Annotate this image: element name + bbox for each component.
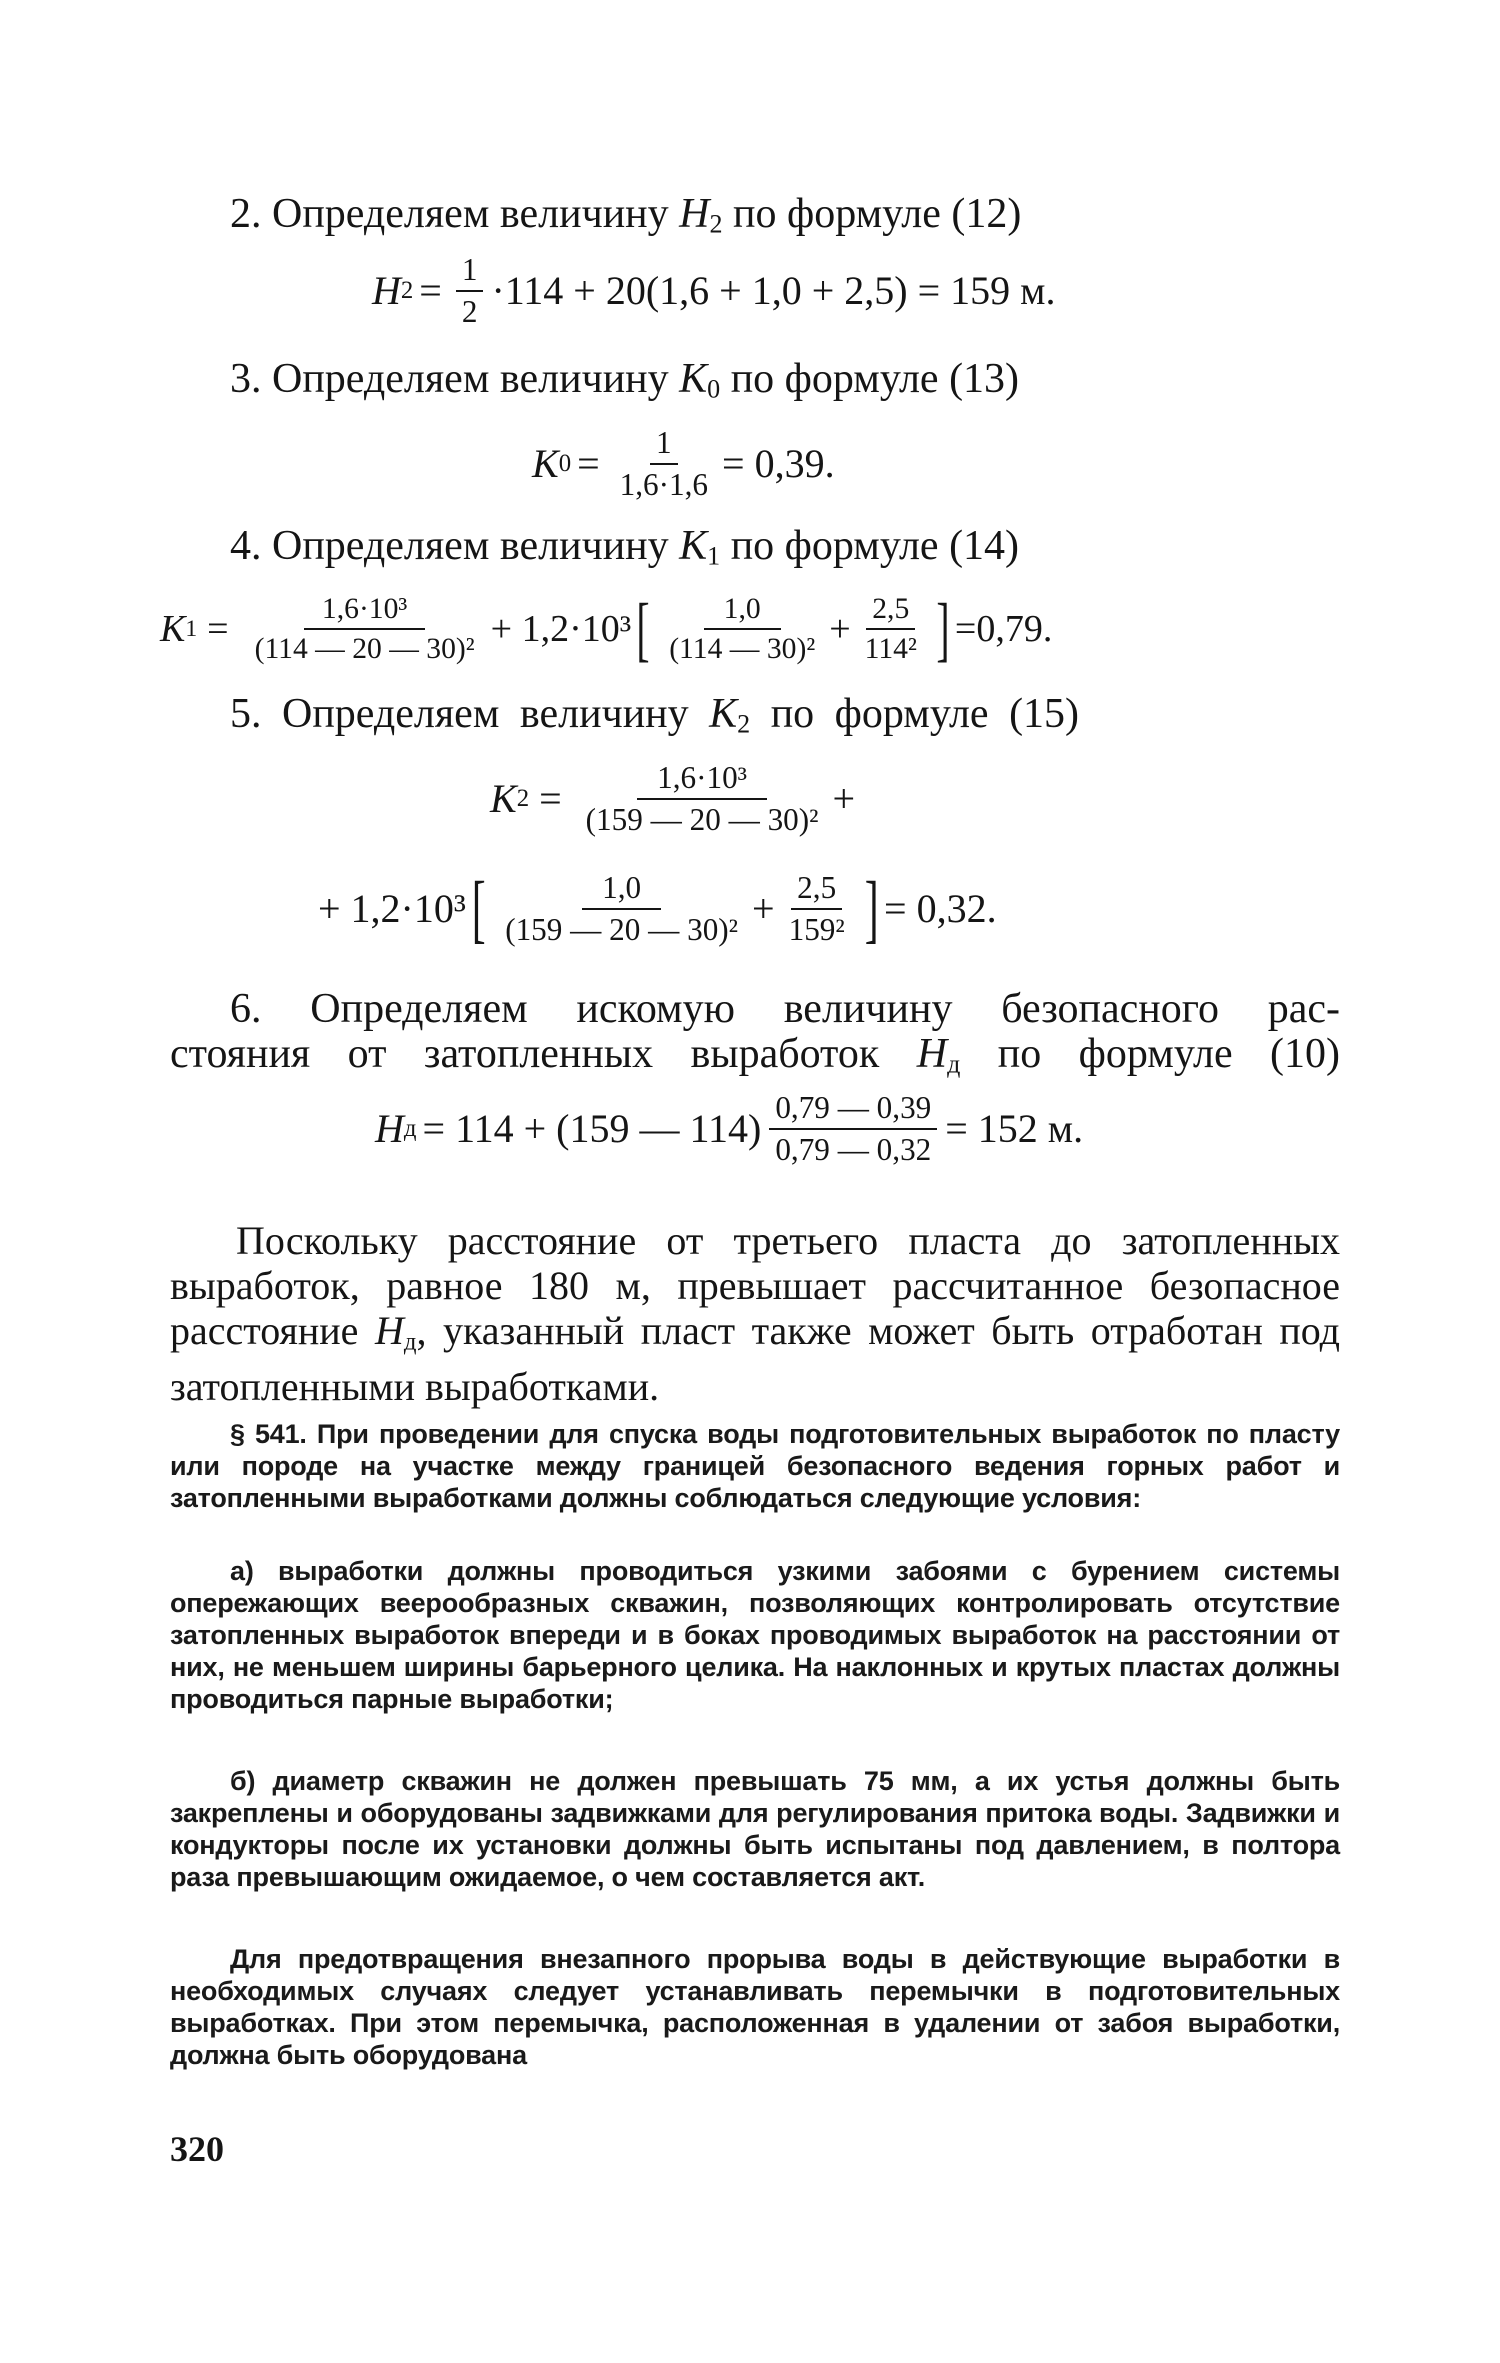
step-3-heading [230,355,1019,405]
numerator: 1 [650,425,678,465]
last-paragraph-text: Для предотвращения внезапного прорыва воды в действующие выработки в необходимых случаях следует устанавливать перемычки в подготовительных выработках. При этом перемычка, расположенная в удалении от забоя выработки, должна быть оборудована [170,1944,1340,2070]
denominator: (159 — 20 — 30)² [505,911,739,947]
formula-k0-lhs: K [532,441,559,487]
numerator: 2,5 [866,592,915,630]
conclusion-var: H [374,1308,404,1353]
step-2-tail: по формуле (12) [733,191,1022,237]
item-b-paragraph [170,1765,1340,1893]
page-number: 320 [170,2129,224,2169]
step-3-var: K [679,356,708,402]
numerator: 1 [456,252,484,292]
step-6-sub: д [947,1049,961,1079]
fraction [456,252,484,330]
formula-k2-line2: + 1,2·10³ [ $\frac{1,0}{\text{(159 — 20 — 30)²}}$ + $\frac{2,5}{\text{159²}}$ ] = 0,32. [318,866,997,951]
step-6-var: H [916,1031,948,1077]
step-6-line1-text: 6. Определяем искомую величину безопасного рас- [230,986,1340,1032]
item-a-paragraph [170,1555,1340,1715]
step-3-tail: по формуле (13) [730,356,1020,402]
denominator: 159² [788,911,845,947]
formula-k0-rest: = 0,39. [722,441,835,487]
last-paragraph [170,1943,1340,2071]
step-5-heading [230,690,1079,740]
section-541-paragraph [170,1418,1340,1514]
formula-h2-lhs-sub: 2 [400,276,414,304]
numerator: 1,0 [582,870,661,910]
section-541-text: § 541. При проведении для спуска воды подготовительных выработок по пласту или породе на участке между границей безопасного ведения горных работ и затопленными выработками должны соблюдаться следующие условия: [170,1419,1340,1513]
conclusion-paragraph [170,1218,1340,1409]
step-5-var: K [709,691,738,737]
fraction [499,870,744,948]
formula-k2-plus: + [832,776,856,822]
step-3-title: 3. Определяем величину [230,356,669,402]
step-6-line-2 [170,1030,1340,1080]
formula-k0-lhs-sub: 0 [558,449,572,477]
fraction [859,592,923,666]
step-5-sub: 2 [737,709,751,739]
numerator: 1,6·10³ [637,760,767,800]
step-4-sub: 1 [707,541,721,571]
formula-k2-lhs-sub: 2 [516,784,530,812]
denominator: 2 [461,293,478,329]
formula-k1-mid: + 1,2·10³ [490,608,632,651]
formula-k1-rest: =0,79. [954,608,1053,651]
denominator: 1,6·1,6 [619,466,709,502]
step-3-sub: 0 [707,374,721,404]
fraction [769,1090,937,1168]
formula-hd-rest: = 152 м. [945,1106,1084,1152]
fraction [580,760,825,838]
step-2-title: 2. Определяем величину [230,191,669,237]
conclusion-text-a: Поскольку расстояние от третьего пласта до затопленных выработок, равное 180 м, превышает рассчитанное безопасное расстояние [170,1218,1340,1353]
step-2-heading [230,190,1021,240]
step-6-line2-text: стояния от затопленных выработок [170,1031,880,1077]
numerator: 0,79 — 0,39 [769,1090,937,1130]
numerator: 2,5 [791,870,842,910]
denominator: (114 — 30)² [669,633,816,666]
formula-hd-lhs: H [375,1106,404,1152]
step-4-title: 4. Определяем величину [230,523,669,569]
denominator: 0,79 — 0,32 [775,1131,932,1167]
formula-k2-rest: = 0,32. [884,886,997,932]
denominator: (114 — 20 — 30)² [254,633,475,666]
formula-h2: H 2 = $\frac{1}{2}$ ·114 + 20(1,6 + 1,0 + 2,5) = 159 м. [372,252,1056,329]
fraction [783,870,851,948]
denominator: (159 — 20 — 30)² [585,801,819,837]
formula-k2-mid: + 1,2·10³ [318,886,466,932]
step-2-var: H [679,191,710,237]
item-a-text: а) выработки должны проводиться узкими забоями с бурением системы опережающих веерообразных скважин, позволяющих контролировать отсутствие затопленных выработок впереди и в боках проводимых выработок на расстоянии от них, не меньшем ширины барьерного целика. На наклонных и крутых пластах должны проводиться парные выработки; [170,1556,1340,1714]
formula-k2-lhs: K [490,776,517,822]
fraction [249,592,481,666]
fraction [663,592,821,666]
denominator: 114² [864,633,917,666]
formula-hd-mid: = 114 + (159 — 114) [422,1106,762,1152]
formula-h2-lhs: H [372,268,401,314]
step-2-sub: 2 [709,209,723,239]
formula-k1-lhs-sub: 1 [185,615,198,642]
step-4-var: K [679,523,708,569]
formula-k2-line1: K 2 = $\frac{\text{1,6·10³}}{\text{(159 — 20 — 30)²}}$ + [490,760,856,837]
fraction [614,425,714,503]
formula-h2-rest: ·114 + 20(1,6 + 1,0 + 2,5) = 159 м. [491,268,1056,314]
step-6-line-1 [230,985,1340,1033]
item-b-text: б) диаметр скважин не должен превышать 75 мм, а их устья должны быть закреплены и оборудованы задвижками для регулирования притока воды. Задвижки и кондукторы после их установки должны быть испытаны под давлением, в полтора раза превышающим ожидаемое, о чем составляется акт. [170,1766,1340,1892]
formula-k1-lhs: K [160,608,186,651]
conclusion-text-b: , указанный пласт также может быть отработан под затопленными выработками. [170,1308,1341,1410]
step-6-tail: по формуле (10) [997,1031,1341,1077]
step-4-tail: по формуле (14) [730,523,1020,569]
formula-hd-lhs-sub: д [403,1114,417,1142]
formula-k1: K 1 = $\frac{\text{1,6·10³}}{\text{(114 — 20 — 30)²}}$ + 1,2·10³ [ $\frac{1,0}{\text{(114 — 30)²}}$ + $\frac{2,5}{\text{114²}}$ ] =0,79. [160,588,1053,669]
step-5-tail: по формуле (15) [770,691,1080,737]
numerator: 1,6·10³ [304,592,425,630]
step-4-heading [230,522,1019,572]
step-5-title: 5. Определяем величину [230,691,689,737]
formula-hd [375,1090,1083,1168]
numerator: 1,0 [704,592,781,630]
conclusion-sub: д [403,1328,417,1356]
formula-k0: K 0 = $\frac{1}{1,6\cdot 1,6}$ = 0,39. [532,425,835,502]
